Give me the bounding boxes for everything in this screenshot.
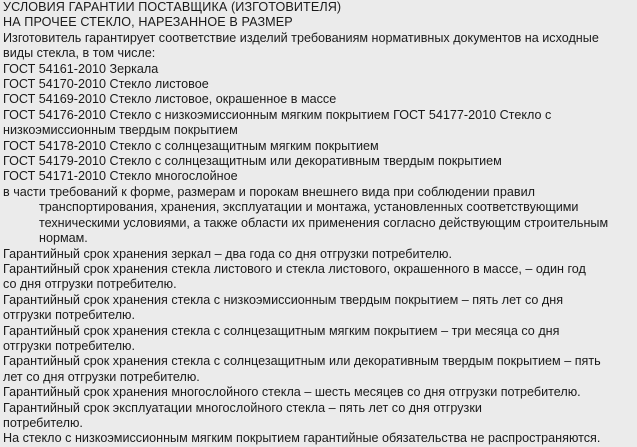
standard-tinted-glass: ГОСТ 54169-2010 Стекло листовое, окрашенное в массе	[3, 92, 337, 107]
warranty-low-e-hard-continued: отгрузки потребителю.	[3, 308, 135, 323]
warranty-laminated-use: Гарантийный срок эксплуатации многослойного стекла – пять лет со дня отгрузки	[3, 400, 482, 415]
document-title: УСЛОВИЯ ГАРАНТИИ ПОСТАВЩИКА (ИЗГОТОВИТЕЛЯ)	[3, 0, 342, 14]
warranty-mirrors: Гарантийный срок хранения зеркал – два года со дня отгрузки потребителю.	[3, 246, 452, 261]
standard-low-e-hard-continued: низкоэмиссионным твердым покрытием	[3, 123, 238, 138]
standard-laminated: ГОСТ 54171-2010 Стекло многослойное	[3, 169, 238, 184]
standard-mirrors: ГОСТ 54161-2010 Зеркала	[3, 61, 159, 76]
warranty-exclusion: На стекло с низкоэмиссионным мягким покрытием гарантийные обязательства не распространяются.	[3, 431, 601, 446]
warranty-sheet-glass-continued: со дня отгрузки потребителю.	[3, 277, 177, 292]
warranty-sheet-glass: Гарантийный срок хранения стекла листового и стекла листового, окрашенного в массе, – один год	[3, 261, 586, 276]
standard-solar-decorative-hard: ГОСТ 54179-2010 Стекло с солнцезащитным или декоративным твердым покрытием	[3, 154, 502, 169]
standard-solar-soft: ГОСТ 54178-2010 Стекло с солнцезащитным мягким покрытием	[3, 138, 379, 153]
warranty-solar-soft-continued: отгрузки потребителю.	[3, 338, 135, 353]
warranty-solar-soft: Гарантийный срок хранения стекла с солнцезащитным мягким покрытием – три месяца со дня	[3, 323, 560, 338]
warranty-solar-hard: Гарантийный срок хранения стекла с солнцезащитным или декоративным твердым покрытием – пять	[3, 354, 601, 369]
standard-sheet-glass: ГОСТ 54170-2010 Стекло листовое	[3, 77, 209, 92]
scope-text-line3: техническими условиями, а также области их применения согласно действующим строительным	[39, 215, 609, 230]
warranty-laminated-use-continued: потребителю.	[3, 415, 83, 430]
scope-text: в части требований к форме, размерам и порокам внешнего вида при соблюдении правил	[3, 184, 535, 199]
scope-text-line4: нормам.	[39, 231, 88, 246]
document-subtitle: НА ПРОЧЕЕ СТЕКЛО, НАРЕЗАННОЕ В РАЗМЕР	[3, 15, 293, 30]
warranty-low-e-hard: Гарантийный срок хранения стекла с низкоэмиссионным твердым покрытием – пять лет со дня	[3, 292, 564, 307]
scope-text-line2: транспортирования, хранения, эксплуатации и монтажа, установленных соответствующими	[39, 200, 579, 215]
warranty-laminated-storage: Гарантийный срок хранения многослойного стекла – шесть месяцев со дня отгрузки потребителю.	[3, 385, 581, 400]
intro-text-continued: виды стекла, в том числе:	[3, 46, 156, 61]
standard-low-e-soft-and-hard: ГОСТ 54176-2010 Стекло с низкоэмиссионным мягким покрытием ГОСТ 54177-2010 Стекло с	[3, 107, 552, 122]
intro-text: Изготовитель гарантирует соответствие изделий требованиям нормативных документов на исходные	[3, 30, 599, 45]
warranty-solar-hard-continued: лет со дня отгрузки потребителю.	[3, 369, 200, 384]
